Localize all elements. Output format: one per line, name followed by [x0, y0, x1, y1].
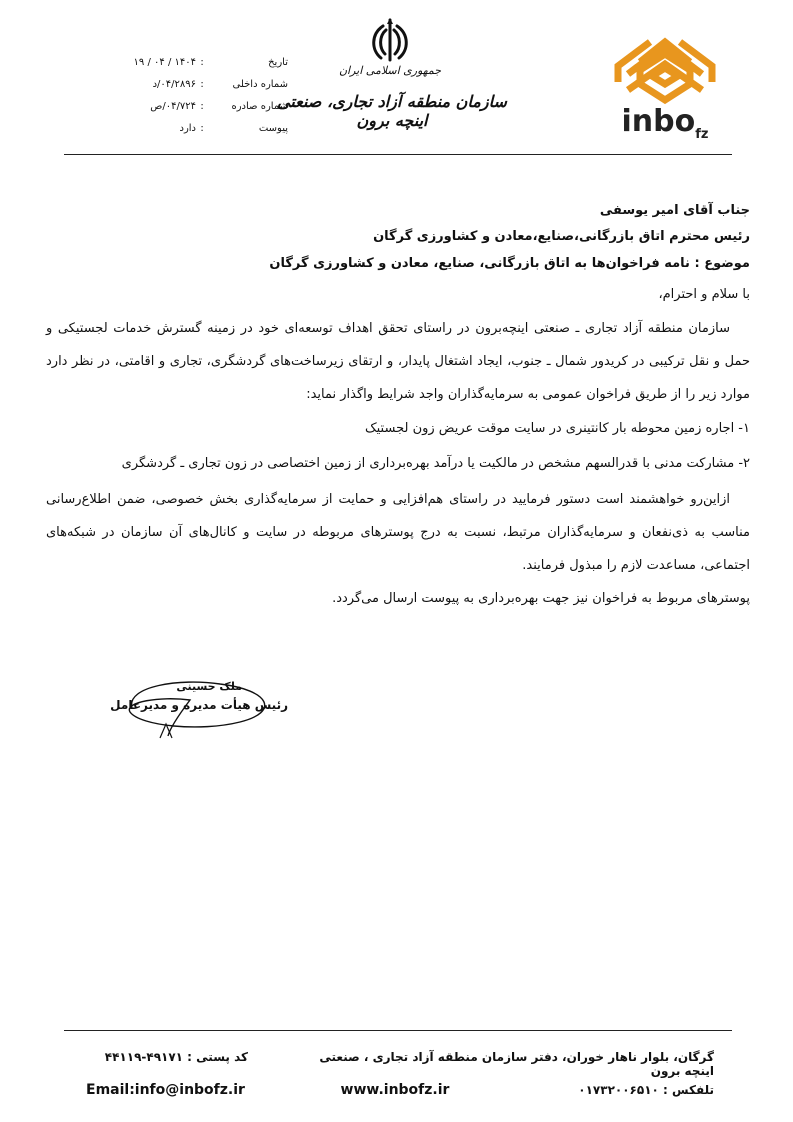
list-item: ۲- مشارکت مدنی با قدرالسهم مشخص در مالکیت یا درآمد بهره‌برداری از زمین اختصاصی در زون تجاری ـ گردشگری [121, 456, 750, 471]
intro-paragraph: سازمان منطقه آزاد تجاری ـ صنعتی اینچه‌برون در راستای تحقق اهداف توسعه‌ای خود در زمینه گسترش خدمات لجستیکی و حمل و نقل ترکیبی در کریدور شمال ـ جنوب، ایجاد اشتغال پایدار، و ارتقای زیرساخت‌های گردشگری، تجاری و اقامتی، در نظر دارد موارد زیر را از طریق فراخوان عمومی به سرمایه‌گذاران واجد شرایط واگذار نماید: [46, 321, 750, 402]
letter-meta [88, 52, 288, 140]
meta-value: ۱۴۰۴ / ۰۴ / ۱۹ [133, 57, 196, 68]
footer-divider [64, 1030, 732, 1031]
meta-label: شماره داخلی [232, 79, 288, 90]
greeting: با سلام و احترام، [658, 287, 750, 302]
meta-label: پیوست [258, 123, 288, 134]
meta-label: تاریخ [268, 57, 288, 68]
meta-issued-number [88, 96, 288, 118]
letter-subject: موضوع : نامه فراخوان‌ها به اتاق بازرگانی، صنایع، معادن و کشاورزی گرگان [269, 256, 750, 271]
meta-separator: : [200, 57, 204, 68]
meta-separator: : [200, 101, 204, 112]
footer-address: گرگان، بلوار ناهار خوران، دفتر سازمان منطقه آزاد تجاری ، صنعتی اینچه برون [319, 1050, 714, 1078]
header-divider [64, 154, 732, 155]
iran-emblem-icon [367, 16, 413, 64]
inbofz-logo [610, 24, 720, 144]
republic-title: جمهوری اسلامی ایران [338, 64, 442, 77]
meta-separator: : [200, 123, 204, 134]
footer-website-link[interactable]: www.inbofz.ir [340, 1082, 450, 1098]
iran-emblem [367, 16, 413, 64]
list-item: ۱- اجاره زمین محوطه بار کانتینری در سایت موقت عریض زون لجستیک [365, 421, 750, 436]
signatory-title: رئیس هیأت مدیره و مدیرعامل [110, 698, 288, 712]
meta-separator: : [200, 79, 204, 90]
organization-name: سازمان منطقه آزاد تجاری، صنعتی اینچه برون [277, 92, 507, 130]
meta-value: ۰۴/۲۸۹۶/د [152, 79, 196, 90]
recipient-name: جناب آقای امیر یوسفی [599, 203, 750, 218]
meta-value: ۰۴/۷۲۴/ص [150, 101, 196, 112]
logo-wordmark: inbo$_{fz}$ [621, 104, 709, 142]
request-paragraph: ازاین‌رو خواهشمند است دستور فرمایید در راستای هم‌افزایی و حمایت از سرمایه‌گذاری بخش خصوصی، ضمن اطلاع‌رسانی مناسب به ذی‌نفعان و سرمایه‌گذاران مرتبط، نسبت به درج پوسترهای مربوطه در سایت و کانال‌های آن سازمان در شبکه‌های اجتماعی، مساعدت لازم را مبذول فرمایند. [46, 492, 750, 573]
signatory-name: ملک حسینی [176, 680, 242, 693]
signature-block [110, 676, 288, 742]
footer-email-link[interactable]: Email:info@inbofz.ir [86, 1082, 245, 1098]
logo-mark-icon [610, 24, 720, 106]
meta-attachment [88, 118, 288, 140]
footer-telefax: تلفکس : ۰۱۷۳۲۰۰۶۵۱۰ [578, 1083, 714, 1097]
closing-paragraph: پوسترهای مربوط به فراخوان نیز جهت بهره‌برداری به پیوست ارسال می‌گردد. [332, 591, 750, 606]
recipient-title: رئیس محترم اتاق بازرگانی،صنایع،معادن و کشاورزی گرگان [373, 229, 750, 244]
meta-date [88, 52, 288, 74]
meta-label: شماره صادره [231, 101, 288, 112]
meta-value: دارد [179, 123, 196, 134]
meta-internal-number [88, 74, 288, 96]
letter-body [46, 198, 750, 615]
footer-postal-code: کد پستی : ۴۹۱۷۱-۴۴۱۱۹ [104, 1050, 248, 1064]
